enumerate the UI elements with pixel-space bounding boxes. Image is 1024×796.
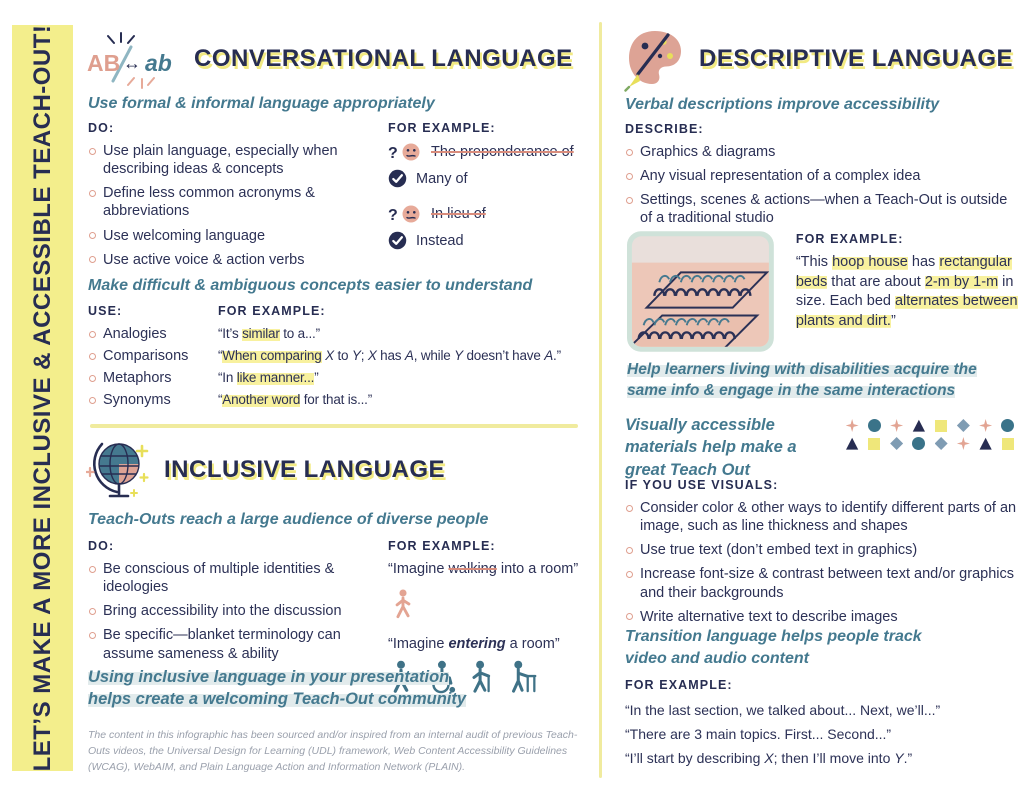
section-divider	[90, 424, 578, 428]
conversational-example-block	[388, 121, 596, 266]
confused-face-icon	[388, 142, 422, 162]
triangle-navy-icon	[912, 419, 925, 432]
list-item: Use welcoming language	[88, 227, 386, 245]
avoid-phrase: In lieu of	[431, 206, 486, 222]
check-icon	[388, 169, 407, 188]
list-item: Be conscious of multiple identities & ideologies	[88, 560, 390, 596]
diamond-blue-icon	[957, 419, 970, 432]
sparkle-pink-icon	[890, 419, 903, 432]
side-banner	[12, 25, 73, 771]
describe-label: DESCRIBE:	[625, 122, 704, 136]
hoop-house-example	[627, 230, 1019, 353]
conversational-subtitle-formal: Use formal & informal language appropriately	[88, 95, 435, 112]
use-term: Synonyms	[88, 392, 218, 408]
do-label: DO:	[88, 539, 115, 553]
inclusive-section-header	[86, 438, 445, 502]
globe-icon	[86, 438, 152, 502]
triangle-navy-icon	[846, 437, 859, 450]
inclusive-title: INCLUSIVE LANGUAGE	[164, 456, 446, 483]
confused-face-icon	[388, 204, 422, 224]
preferred-phrase: Many of	[416, 170, 468, 187]
use-example: “It’s similar to a...”	[218, 326, 320, 341]
walking-person-pink-icon	[392, 588, 414, 620]
sparkle-pink-icon	[957, 437, 970, 450]
use-example: “In like manner...”	[218, 370, 319, 385]
use-example: “When comparing X to Y; X has A, while Y doesn’t have A.”	[218, 348, 561, 363]
for-example-label: FOR EXAMPLE:	[625, 678, 733, 692]
visuals-heading: Visually accessible materials help make a great Teach Out	[625, 416, 797, 479]
visuals-list	[625, 499, 1021, 626]
triangle-navy-icon	[979, 437, 992, 450]
list-item: Use true text (don’t embed text in graphics)	[625, 541, 1021, 559]
square-yellow-icon	[868, 438, 880, 450]
preferred-phrase: Instead	[416, 232, 464, 249]
ab-lower-label: ab	[145, 50, 172, 76]
word-example-pair	[388, 142, 596, 188]
sparkle-pink-icon	[979, 419, 992, 432]
shape-row	[841, 414, 1019, 432]
for-example-label: FOR EXAMPLE:	[388, 121, 496, 135]
descriptive-section-header	[623, 26, 1013, 92]
column-divider	[599, 22, 602, 778]
palette-icon	[623, 26, 687, 92]
list-item: Settings, scenes & actions—when a Teach-Out is outside of a traditional studio	[625, 191, 1017, 227]
use-term: Metaphors	[88, 370, 218, 386]
use-label: USE:	[88, 304, 123, 318]
sparkle-pink-icon	[846, 419, 859, 432]
source-note: The content in this infographic has been sourced and/or inspired from an internal audit of previous Teach-Outs videos, the Universal Design for Learning (UDL) framework, Web Content Accessibility Guidelines (WCAG), WebAIM, and Plain Language Action and Information Network (PLAIN).	[88, 729, 578, 773]
use-term: Analogies	[88, 326, 218, 342]
square-yellow-icon	[935, 420, 947, 432]
person-with-walker-icon	[507, 660, 539, 694]
list-item: Use plain language, especially when describing ideas & concepts	[88, 142, 386, 178]
use-example-table	[88, 304, 596, 408]
if-you-use-visuals-label: IF YOU USE VISUALS:	[625, 478, 779, 492]
conversational-subtitle-concepts: Make difficult & ambiguous concepts easier to understand	[88, 277, 533, 294]
for-example-label: FOR EXAMPLE:	[795, 232, 904, 246]
circle-teal-icon	[912, 437, 925, 450]
ab-translation-icon	[86, 29, 182, 89]
list-item: Increase font-size & contrast between text and/or graphics and their backgrounds	[625, 565, 1021, 601]
list-item: Define less common acronyms & abbreviations	[88, 184, 386, 220]
diamond-blue-icon	[890, 437, 903, 450]
describe-block	[625, 122, 1017, 234]
for-example-label: FOR EXAMPLE:	[388, 539, 496, 553]
list-item: Use active voice & action verbs	[88, 251, 386, 269]
transition-quote: “There are 3 main topics. First... Second...”	[625, 725, 892, 742]
banner-title: LET’S MAKE A MORE INCLUSIVE & ACCESSIBLE TEACH-OUT!	[28, 24, 56, 772]
transition-quote: “In the last section, we talked about... Next, we’ll...”	[625, 702, 941, 718]
list-item: Graphics & diagrams	[625, 143, 1017, 161]
inclusive-do-block	[88, 539, 390, 669]
check-icon	[388, 231, 407, 250]
descriptive-subtitle: Verbal descriptions improve accessibility	[625, 96, 940, 113]
use-example: “Another word for that is...”	[218, 392, 373, 407]
ab-upper-label: AB	[87, 50, 121, 76]
list-item: Bring accessibility into the discussion	[88, 602, 390, 620]
list-item: Write alternative text to describe images	[625, 608, 1021, 626]
inclusive-closing-statement: Using inclusive language in your presentation helps create a welcoming Teach-Out community	[88, 668, 467, 709]
inclusive-subtitle: Teach-Outs reach a large audience of diverse people	[88, 511, 489, 528]
conversational-section-header	[86, 28, 573, 90]
circle-teal-icon	[1001, 419, 1014, 432]
diamond-blue-icon	[935, 437, 948, 450]
square-yellow-icon	[1002, 438, 1014, 450]
entering-quote: “Imagine entering a room”	[388, 635, 560, 652]
arrow-glyph: ↔	[123, 53, 141, 73]
descriptive-title: DESCRIPTIVE LANGUAGE	[699, 45, 1014, 72]
hoop-house-illustration	[627, 230, 774, 353]
list-item: Be specific—blanket terminology can assume sameness & ability	[88, 626, 390, 662]
transition-quote: “I’ll start by describing X; then I’ll move into Y.”	[625, 749, 913, 766]
use-term: Comparisons	[88, 348, 218, 364]
describe-list	[625, 143, 1017, 228]
transition-heading: Transition language helps people track video and audio content	[625, 628, 922, 667]
word-example-pair	[388, 204, 596, 250]
circle-teal-icon	[868, 419, 881, 432]
svg-text:?: ?	[388, 145, 398, 162]
hoop-house-caption	[796, 230, 1019, 353]
conversational-do-block	[88, 121, 386, 275]
visuals-list-block	[625, 478, 1021, 632]
avoid-phrase: The preponderance of	[431, 144, 574, 160]
shape-row	[841, 432, 1019, 450]
help-learners-statement: Help learners living with disabilities acquire the same info & engage in the same interactions	[627, 361, 977, 399]
for-example-label: FOR EXAMPLE:	[218, 304, 326, 318]
transition-example-block	[625, 678, 1021, 770]
conversational-title: CONVERSATIONAL LANGUAGE	[194, 45, 573, 72]
walking-quote: “Imagine walking into a room”	[388, 561, 579, 577]
list-item: Any visual representation of a complex idea	[625, 167, 1017, 185]
inclusive-do-list	[88, 560, 390, 663]
list-item: Consider color & other ways to identify different parts of an image, such as line thickness and shapes	[625, 499, 1021, 535]
do-label: DO:	[88, 121, 115, 135]
hoop-house-quote: “This hoop house has rectangular beds that are about 2-m by 1-m in size. Each bed alternates between plants and dirt.”	[795, 254, 1018, 329]
visually-accessible-block	[625, 414, 1019, 481]
svg-text:?: ?	[388, 207, 398, 224]
conversational-do-list	[88, 142, 386, 269]
